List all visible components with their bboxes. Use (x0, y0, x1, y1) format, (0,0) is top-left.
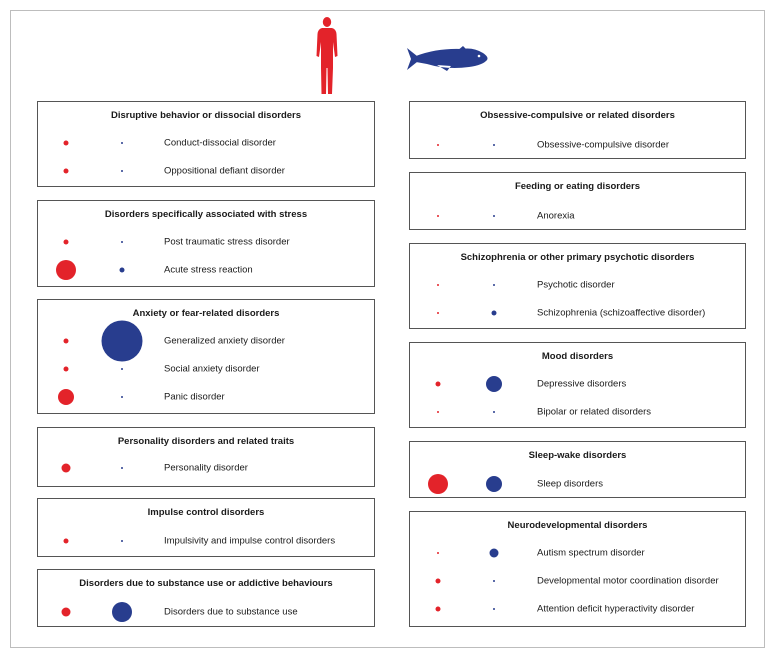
disorder-label: Generalized anxiety disorder (164, 335, 285, 347)
category-panel-sleep-wake-disorders (409, 441, 746, 498)
human-evidence-dot (64, 240, 69, 245)
disorder-label: Obsessive-compulsive disorder (537, 139, 669, 151)
human-evidence-dot (437, 312, 439, 314)
human-evidence-dot (64, 539, 69, 544)
fish-evidence-dot (121, 467, 123, 469)
fish-evidence-dot (112, 602, 132, 622)
disorder-row (38, 232, 374, 252)
human-evidence-dot (437, 411, 439, 413)
disorder-label: Sleep disorders (537, 478, 604, 490)
disorder-row (410, 599, 745, 619)
fish-evidence-dot (486, 376, 502, 392)
disorder-label: Attention deficit hyperactivity disorder (537, 603, 695, 615)
disorder-label: Acute stress reaction (164, 264, 253, 276)
disorder-row (410, 571, 745, 591)
disorder-row (38, 260, 374, 280)
category-title: Disruptive behavior or dissocial disorders (110, 110, 302, 121)
category-title: Anxiety or fear-related disorders (132, 308, 280, 319)
disorder-label: Disorders due to substance use (164, 606, 298, 618)
disorder-label: Schizophrenia (schizoaffective disorder) (537, 307, 706, 319)
human-evidence-dot (64, 339, 69, 344)
fish-evidence-dot (121, 142, 123, 144)
disorder-label: Conduct-dissocial disorder (164, 137, 276, 149)
human-evidence-dot (62, 608, 71, 617)
human-evidence-dot (56, 260, 76, 280)
disorder-label: Oppositional defiant disorder (164, 165, 285, 177)
fish-evidence-dot (121, 368, 123, 370)
human-evidence-dot (58, 389, 74, 405)
disorder-label: Developmental motor coordination disorder (537, 575, 719, 587)
fish-evidence-dot (486, 476, 502, 492)
disorder-row (410, 474, 745, 494)
disorder-row (38, 331, 374, 351)
category-title: Feeding or eating disorders (514, 181, 641, 192)
disorder-label: Panic disorder (164, 391, 225, 403)
category-title: Impulse control disorders (147, 507, 265, 518)
disorder-row (38, 161, 374, 181)
disorder-row (38, 531, 374, 551)
human-evidence-dot (436, 579, 441, 584)
category-title: Mood disorders (541, 351, 614, 362)
human-evidence-dot (64, 141, 69, 146)
disorder-label: Post traumatic stress disorder (164, 236, 290, 248)
human-evidence-dot (437, 552, 439, 554)
category-panel-impulse-control-disorders (37, 498, 375, 557)
fish-evidence-dot (121, 396, 123, 398)
fish-evidence-dot (493, 580, 495, 582)
disorder-label: Psychotic disorder (537, 279, 615, 291)
category-title: Disorders specifically associated with stress (104, 209, 308, 220)
disorder-row (38, 359, 374, 379)
fish-evidence-dot (492, 311, 497, 316)
category-panel-anxiety-or-fear-related-disorders (37, 299, 375, 414)
category-panel-feeding-or-eating-disorders (409, 172, 746, 230)
fish-evidence-dot (121, 241, 123, 243)
fish-evidence-dot (493, 144, 495, 146)
category-panel-disruptive-behavior-or-dissocial-disorders (37, 101, 375, 187)
category-title: Sleep-wake disorders (528, 450, 627, 461)
fish-evidence-dot (121, 540, 123, 542)
disorder-row (38, 602, 374, 622)
category-title: Disorders due to substance use or addictive behaviours (79, 578, 333, 589)
disorder-row (38, 387, 374, 407)
human-evidence-dot (62, 464, 71, 473)
disorder-label: Social anxiety disorder (164, 363, 260, 375)
fish-evidence-dot (490, 549, 499, 558)
disorder-row (410, 402, 745, 422)
disorder-label: Bipolar or related disorders (537, 406, 652, 418)
zebrafish-silhouette-icon (407, 45, 489, 73)
fish-evidence-dot (121, 170, 123, 172)
disorder-row (410, 303, 745, 323)
disorder-row (410, 374, 745, 394)
category-panel-obsessive-compulsive-or-related-disorders (409, 101, 746, 159)
human-silhouette-icon (312, 16, 342, 96)
category-panel-disorders-due-to-substance-use-or-addictive-behaviours (37, 569, 375, 627)
category-panel-schizophrenia-or-other-primary-psychotic-disorders (409, 243, 746, 329)
category-panel-neurodevelopmental-disorders (409, 511, 746, 627)
category-title: Schizophrenia or other primary psychotic disorders (460, 252, 695, 263)
category-panel-mood-disorders (409, 342, 746, 428)
disorder-label: Personality disorder (164, 462, 248, 474)
human-evidence-dot (436, 607, 441, 612)
human-evidence-dot (437, 284, 439, 286)
disorder-row (410, 275, 745, 295)
disorder-row (410, 135, 745, 155)
fish-evidence-dot (493, 608, 495, 610)
fish-evidence-dot (120, 268, 125, 273)
disorder-label: Autism spectrum disorder (537, 547, 645, 559)
human-evidence-dot (428, 474, 448, 494)
human-evidence-dot (437, 215, 439, 217)
fish-evidence-dot (102, 321, 143, 362)
category-panel-personality-disorders-and-related-traits (37, 427, 375, 487)
category-title: Neurodevelopmental disorders (507, 520, 648, 531)
human-evidence-dot (437, 144, 439, 146)
fish-evidence-dot (493, 215, 495, 217)
disorder-row (410, 543, 745, 563)
human-evidence-dot (64, 367, 69, 372)
disorder-row (38, 133, 374, 153)
fish-evidence-dot (493, 411, 495, 413)
disorder-label: Depressive disorders (537, 378, 627, 390)
category-title: Obsessive-compulsive or related disorders (480, 110, 675, 121)
fish-evidence-dot (493, 284, 495, 286)
disorder-row (38, 458, 374, 478)
category-panel-disorders-specifically-associated-with-stress (37, 200, 375, 287)
disorder-label: Impulsivity and impulse control disorders (164, 535, 336, 547)
disorder-row (410, 206, 745, 226)
category-title: Personality disorders and related traits (117, 436, 295, 447)
human-evidence-dot (436, 382, 441, 387)
human-evidence-dot (64, 169, 69, 174)
disorder-label: Anorexia (537, 210, 575, 222)
